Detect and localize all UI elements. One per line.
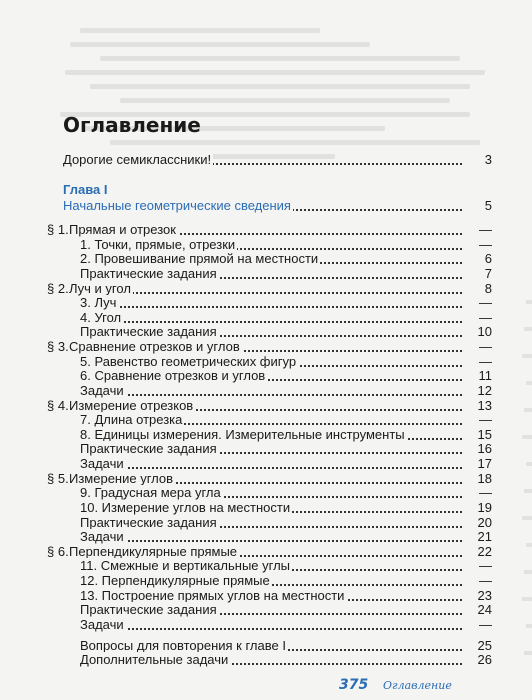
toc-entry-text: Вопросы для повторения к главе I [80, 637, 286, 653]
toc-entry-page: 13 [477, 397, 492, 413]
toc-entry-page: — [479, 485, 492, 501]
toc-entry[interactable] [47, 397, 496, 414]
toc-entry-text: Измерение углов [69, 470, 174, 486]
toc-entry-text: Задачи [80, 529, 124, 545]
dot-leader [80, 531, 462, 542]
toc-entry[interactable] [47, 470, 496, 487]
show-through-line [100, 56, 460, 61]
toc-chapter-title[interactable] [63, 198, 496, 214]
show-through-mark [524, 489, 532, 493]
toc-entry-page: 8 [484, 280, 492, 296]
toc-entry-page: 21 [477, 529, 492, 545]
toc-entry-text: Практические задания [80, 265, 217, 281]
page-number: 375 [339, 677, 369, 693]
show-through-mark [526, 462, 532, 466]
toc-entry[interactable] [80, 529, 496, 545]
toc-entry[interactable] [80, 558, 496, 574]
toc-entry-page: 7 [484, 265, 492, 281]
toc-entry[interactable] [80, 324, 496, 340]
toc-entry[interactable] [47, 280, 496, 297]
toc-entry-text: 9. Градусная мера угла [80, 485, 221, 501]
toc-entry-text: 10. Измерение углов на местности [80, 499, 291, 515]
show-through-line [90, 84, 470, 89]
show-through-mark [522, 435, 532, 439]
toc-entry-page: 19 [477, 499, 492, 515]
toc-entry-page: — [479, 558, 492, 574]
toc-entry-page: 16 [477, 441, 492, 457]
toc-entry-page: 24 [477, 602, 492, 618]
chapter-page: 5 [484, 198, 492, 213]
toc-entry-text: 12. Перпендикулярные прямые [80, 573, 270, 589]
toc-entry-text: Практические задания [80, 602, 217, 618]
show-through-line [65, 70, 485, 75]
toc-entry-page: — [479, 617, 492, 632]
show-through-mark [526, 624, 532, 628]
toc-entry-page: 20 [477, 514, 492, 530]
toc-entry[interactable] [80, 456, 496, 472]
toc-entry[interactable] [80, 310, 496, 326]
toc-entry[interactable] [80, 354, 496, 370]
dot-leader [80, 312, 462, 323]
toc-entry-page: 12 [477, 382, 492, 398]
toc-entry[interactable] [80, 515, 496, 531]
toc-entry-page: — [479, 339, 492, 355]
toc-entry-page: — [479, 236, 492, 252]
section-number: § 1. [47, 222, 69, 237]
toc-entry-page: 6 [484, 251, 492, 267]
section-number: § 2. [47, 280, 69, 296]
toc-entry-page: — [479, 353, 492, 369]
toc-entry[interactable] [80, 266, 496, 282]
show-through-mark [526, 543, 532, 547]
section-number: § 6. [47, 543, 69, 559]
toc-entry-page: 17 [477, 456, 492, 472]
section-number: § 4. [47, 397, 69, 413]
toc-entry-page: — [479, 412, 492, 428]
toc-entry-text: 11. Смежные и вертикальные углы [80, 558, 291, 574]
section-number: § 5. [47, 470, 69, 486]
toc-entry-text: 8. Единицы измерения. Измерительные инструменты [80, 426, 405, 442]
toc-entry-text: Измерение отрезков [69, 397, 194, 413]
toc-entry-text: 4. Угол [80, 309, 122, 325]
toc-entry[interactable] [80, 368, 496, 384]
toc-entry[interactable] [80, 441, 496, 457]
dot-leader [80, 297, 462, 308]
show-through-mark [522, 516, 532, 520]
toc-entry-text: Задачи [80, 617, 124, 632]
toc-entry-text: Дополнительные задачи [80, 652, 229, 668]
toc-entry-text: Задачи [80, 382, 124, 398]
toc-entry-text: Практические задания [80, 441, 217, 457]
show-through-line [110, 140, 480, 145]
toc-entry[interactable] [80, 295, 496, 311]
section-number: § 3. [47, 339, 69, 355]
toc-entry[interactable] [80, 251, 496, 267]
toc-entry[interactable] [47, 543, 496, 560]
show-through-mark [522, 354, 532, 358]
toc-entry[interactable] [80, 383, 496, 399]
show-through-mark [524, 570, 532, 574]
toc-entry-text: Задачи [80, 456, 124, 472]
dot-leader [80, 385, 462, 396]
dot-leader [80, 458, 462, 469]
toc-entry[interactable] [80, 237, 496, 253]
toc-entry-page: 26 [477, 652, 492, 668]
toc-entry[interactable] [80, 602, 496, 618]
toc-entry-page: 11 [478, 368, 492, 384]
toc-entry[interactable] [80, 500, 496, 516]
toc-entry-text: Практические задания [80, 514, 217, 530]
toc-entry[interactable] [80, 638, 496, 654]
toc-entry-page: 15 [477, 426, 492, 442]
toc-entry-page: — [479, 309, 492, 325]
toc-entry-page: 18 [477, 470, 492, 486]
toc-entry[interactable] [80, 652, 496, 668]
toc-entry[interactable] [47, 339, 496, 355]
toc-entry-page: 25 [477, 637, 492, 653]
toc-entry[interactable] [80, 588, 496, 604]
toc-entry-text: 3. Луч [80, 295, 117, 311]
toc-entry-intro[interactable] [63, 152, 496, 168]
show-through-line [70, 42, 370, 47]
show-through-margin [520, 300, 532, 680]
toc-entry-page: 10 [477, 324, 492, 340]
show-through-line [120, 98, 450, 103]
show-through-mark [526, 381, 532, 385]
chapter-label: Глава I [63, 182, 108, 197]
toc-entry-text: Дорогие семиклассники! [63, 152, 212, 167]
toc-entry-page: — [479, 222, 492, 237]
running-footer-label: Оглавление [383, 679, 452, 692]
toc-entry-text: 2. Провешивание прямой на местности [80, 251, 319, 267]
toc-entry-text: Перпендикулярные прямые [69, 543, 238, 559]
show-through-line [80, 28, 320, 33]
show-through-mark [526, 300, 532, 304]
show-through-mark [524, 327, 532, 331]
toc-entry-page: — [479, 573, 492, 589]
toc-entry[interactable] [80, 617, 496, 633]
toc-entry[interactable] [80, 485, 496, 501]
toc-entry-text: Практические задания [80, 324, 217, 340]
toc-entry-text: Прямая и отрезок [69, 222, 176, 237]
chapter-title-text: Начальные геометрические сведения [63, 198, 291, 213]
toc-entry-page: 22 [477, 543, 492, 559]
show-through-mark [524, 651, 532, 655]
show-through-mark [522, 597, 532, 601]
show-through-mark [524, 408, 532, 412]
page-title: Оглавление [63, 113, 201, 137]
toc-entry-page: 3 [484, 152, 492, 167]
toc-entry[interactable] [80, 412, 496, 428]
toc-entry-text: 1. Точки, прямые, отрезки [80, 236, 236, 252]
toc-entry-text: 5. Равенство геометрических фигур [80, 353, 297, 369]
toc-entry[interactable] [80, 427, 496, 443]
toc-entry-text: Луч и угол [69, 280, 131, 296]
dot-leader [80, 619, 462, 630]
toc-entry-text: 6. Сравнение отрезков и углов [80, 368, 266, 384]
toc-entry-page: — [479, 295, 492, 311]
toc-entry-text: 13. Построение прямых углов на местности [80, 587, 345, 603]
toc-entry[interactable] [80, 573, 496, 589]
toc-entry-page: 23 [477, 587, 492, 603]
toc-entry-text: 7. Длина отрезка [80, 412, 183, 428]
toc-entry-text: Сравнение отрезков и углов [69, 339, 240, 355]
toc-entry[interactable] [47, 222, 496, 238]
